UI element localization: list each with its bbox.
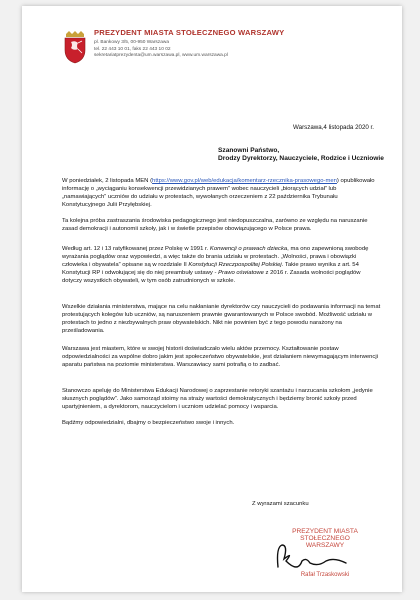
paragraph-text: Stanowczo apeluję do Ministerstwa Edukacji Narodowej o zaprzestanie retoryki szantażu i narzucania szkołom „jedynie słusznych poglądów”. Jako samorząd stoimy na straży wartości demokratycznych i będziemy bronić szkoły przed upartyjnieniem, a dyrektorom, nauczycielom i uczniom udzielać pomocy i wsparcia.	[62, 388, 373, 410]
letterhead-address	[94, 40, 228, 60]
men-statement-link[interactable]: https://www.gov.pl/web/edukacja/komentarz-rzecznika-prasowego-men	[152, 178, 337, 184]
paragraph-text: Wszelkie działania ministerstwa, mające na celu nakłanianie dyrektorów czy nauczycieli do podawania informacji na temat protestujących kolegów lub uczniów, są naruszeniem prawnie gwarantowanych w Polsce swobód. Możliwość udziału w protestach to jedno z niezbywalnych praw obywatelskich. Nikt nie powinien być z tego powodu narażony na prześladowania.	[62, 304, 381, 334]
education-law-title: Prawo oświatowe	[218, 269, 264, 276]
paragraph-3	[62, 246, 382, 286]
recipients: Drodzy Dyrektorzy, Nauczyciele, Rodzice i Uczniowie	[218, 155, 384, 162]
paragraph-5	[62, 346, 382, 370]
email-line: sekretariatprezydenta@um.warszawa.pl, www.um.warszawa.pl	[94, 53, 228, 58]
paragraph-text: z 2016 r. Zasada wolności poglądów dotyczy wszystkich obywateli, w tym osób zatrudnionych w szkole.	[62, 269, 361, 284]
paragraph-text: , ma ono zapewnioną swobodę wyrażania poglądów oraz wypowiedzi, a więc także do brania udziału w protestach. „Wolności, prawa i obowiązki człowieka i obywatela” opisane są w rozdziale II	[62, 246, 369, 268]
paragraph-7	[62, 420, 382, 428]
paragraph-4	[62, 304, 382, 336]
constitution-title: Konstytucji Rzeczpospolitej Polskiej	[188, 261, 282, 268]
paragraph-text: Bądźmy odpowiedzialni, dbajmy o bezpieczeństwo swoje i innych.	[62, 420, 235, 426]
paragraph-text: Według art. 12 i 13 ratyfikowanej przez Polskę w 1991 r.	[62, 246, 210, 252]
warsaw-coat-of-arms-icon	[62, 30, 88, 64]
paragraph-text: Ta kolejna próba zastraszania środowiska pedagogicznego jest niedopuszczalna, zarówno ze względu na naruszanie zasad demokracji i autonomii szkoły, jak i w świetle przepisów obowiązującego w Polsce prawa.	[62, 218, 368, 232]
paragraph-text: ) opublikowało informację o „wyciąganiu konsekwencji przewidzianych prawem” wobec nauczycieli „biorących udział” lub „namawiających” uczniów do udziału w protestach, wywołanych orzeczeniem z 22 października Trybunału Konstytucyjnego Julii Przyłębskiej.	[62, 178, 375, 208]
paragraph-2	[62, 218, 382, 234]
letter-page	[22, 6, 402, 592]
paragraph-6	[62, 388, 382, 412]
signer-name: Rafał Trzaskowski	[300, 572, 350, 578]
handwritten-signature	[272, 537, 352, 577]
stamp-line: STOŁECZNEGO WARSZAWY	[300, 535, 350, 550]
stamp-line: PREZYDENT MIASTA	[292, 528, 358, 535]
salutation: Szanowni Państwo,	[218, 147, 280, 154]
paragraph-text: Warszawa jest miastem, które w swojej historii doświadczało wielu aktów przemocy. Kształtowanie postaw odpowiedzialności za wspólne dobro jakim jest społeczeństwo obywatelskie, jest działaniem niewymagającym interwencji aparatu państwa na poziomie ministerstwa. Warszawiacy sami potrafią o to zadbać.	[62, 346, 378, 368]
addressee	[218, 147, 384, 163]
letterhead-title: PREZYDENT MIASTA STOŁECZNEGO WARSZAWY	[94, 28, 285, 37]
letter-date: Warszawa,4 listopada 2020 r.	[293, 124, 374, 131]
paragraph-1	[62, 178, 382, 210]
closing-phrase: Z wyrazami szacunku	[252, 501, 309, 507]
address-line: pl. Bankowy 3/5, 00-950 Warszawa	[94, 40, 170, 45]
paragraph-text: W poniedziałek, 2 listopada MEN (	[62, 178, 153, 184]
convention-title: Konwencji o prawach dziecka	[209, 246, 288, 252]
paragraph-text: . Takie prawo wynika z art. 54 Konstytucji RP i odwołującej się do niej preambuły ustawy -	[62, 261, 359, 276]
phone-line: tel. 22 443 10 01, faks 22 443 10 02	[94, 46, 171, 52]
